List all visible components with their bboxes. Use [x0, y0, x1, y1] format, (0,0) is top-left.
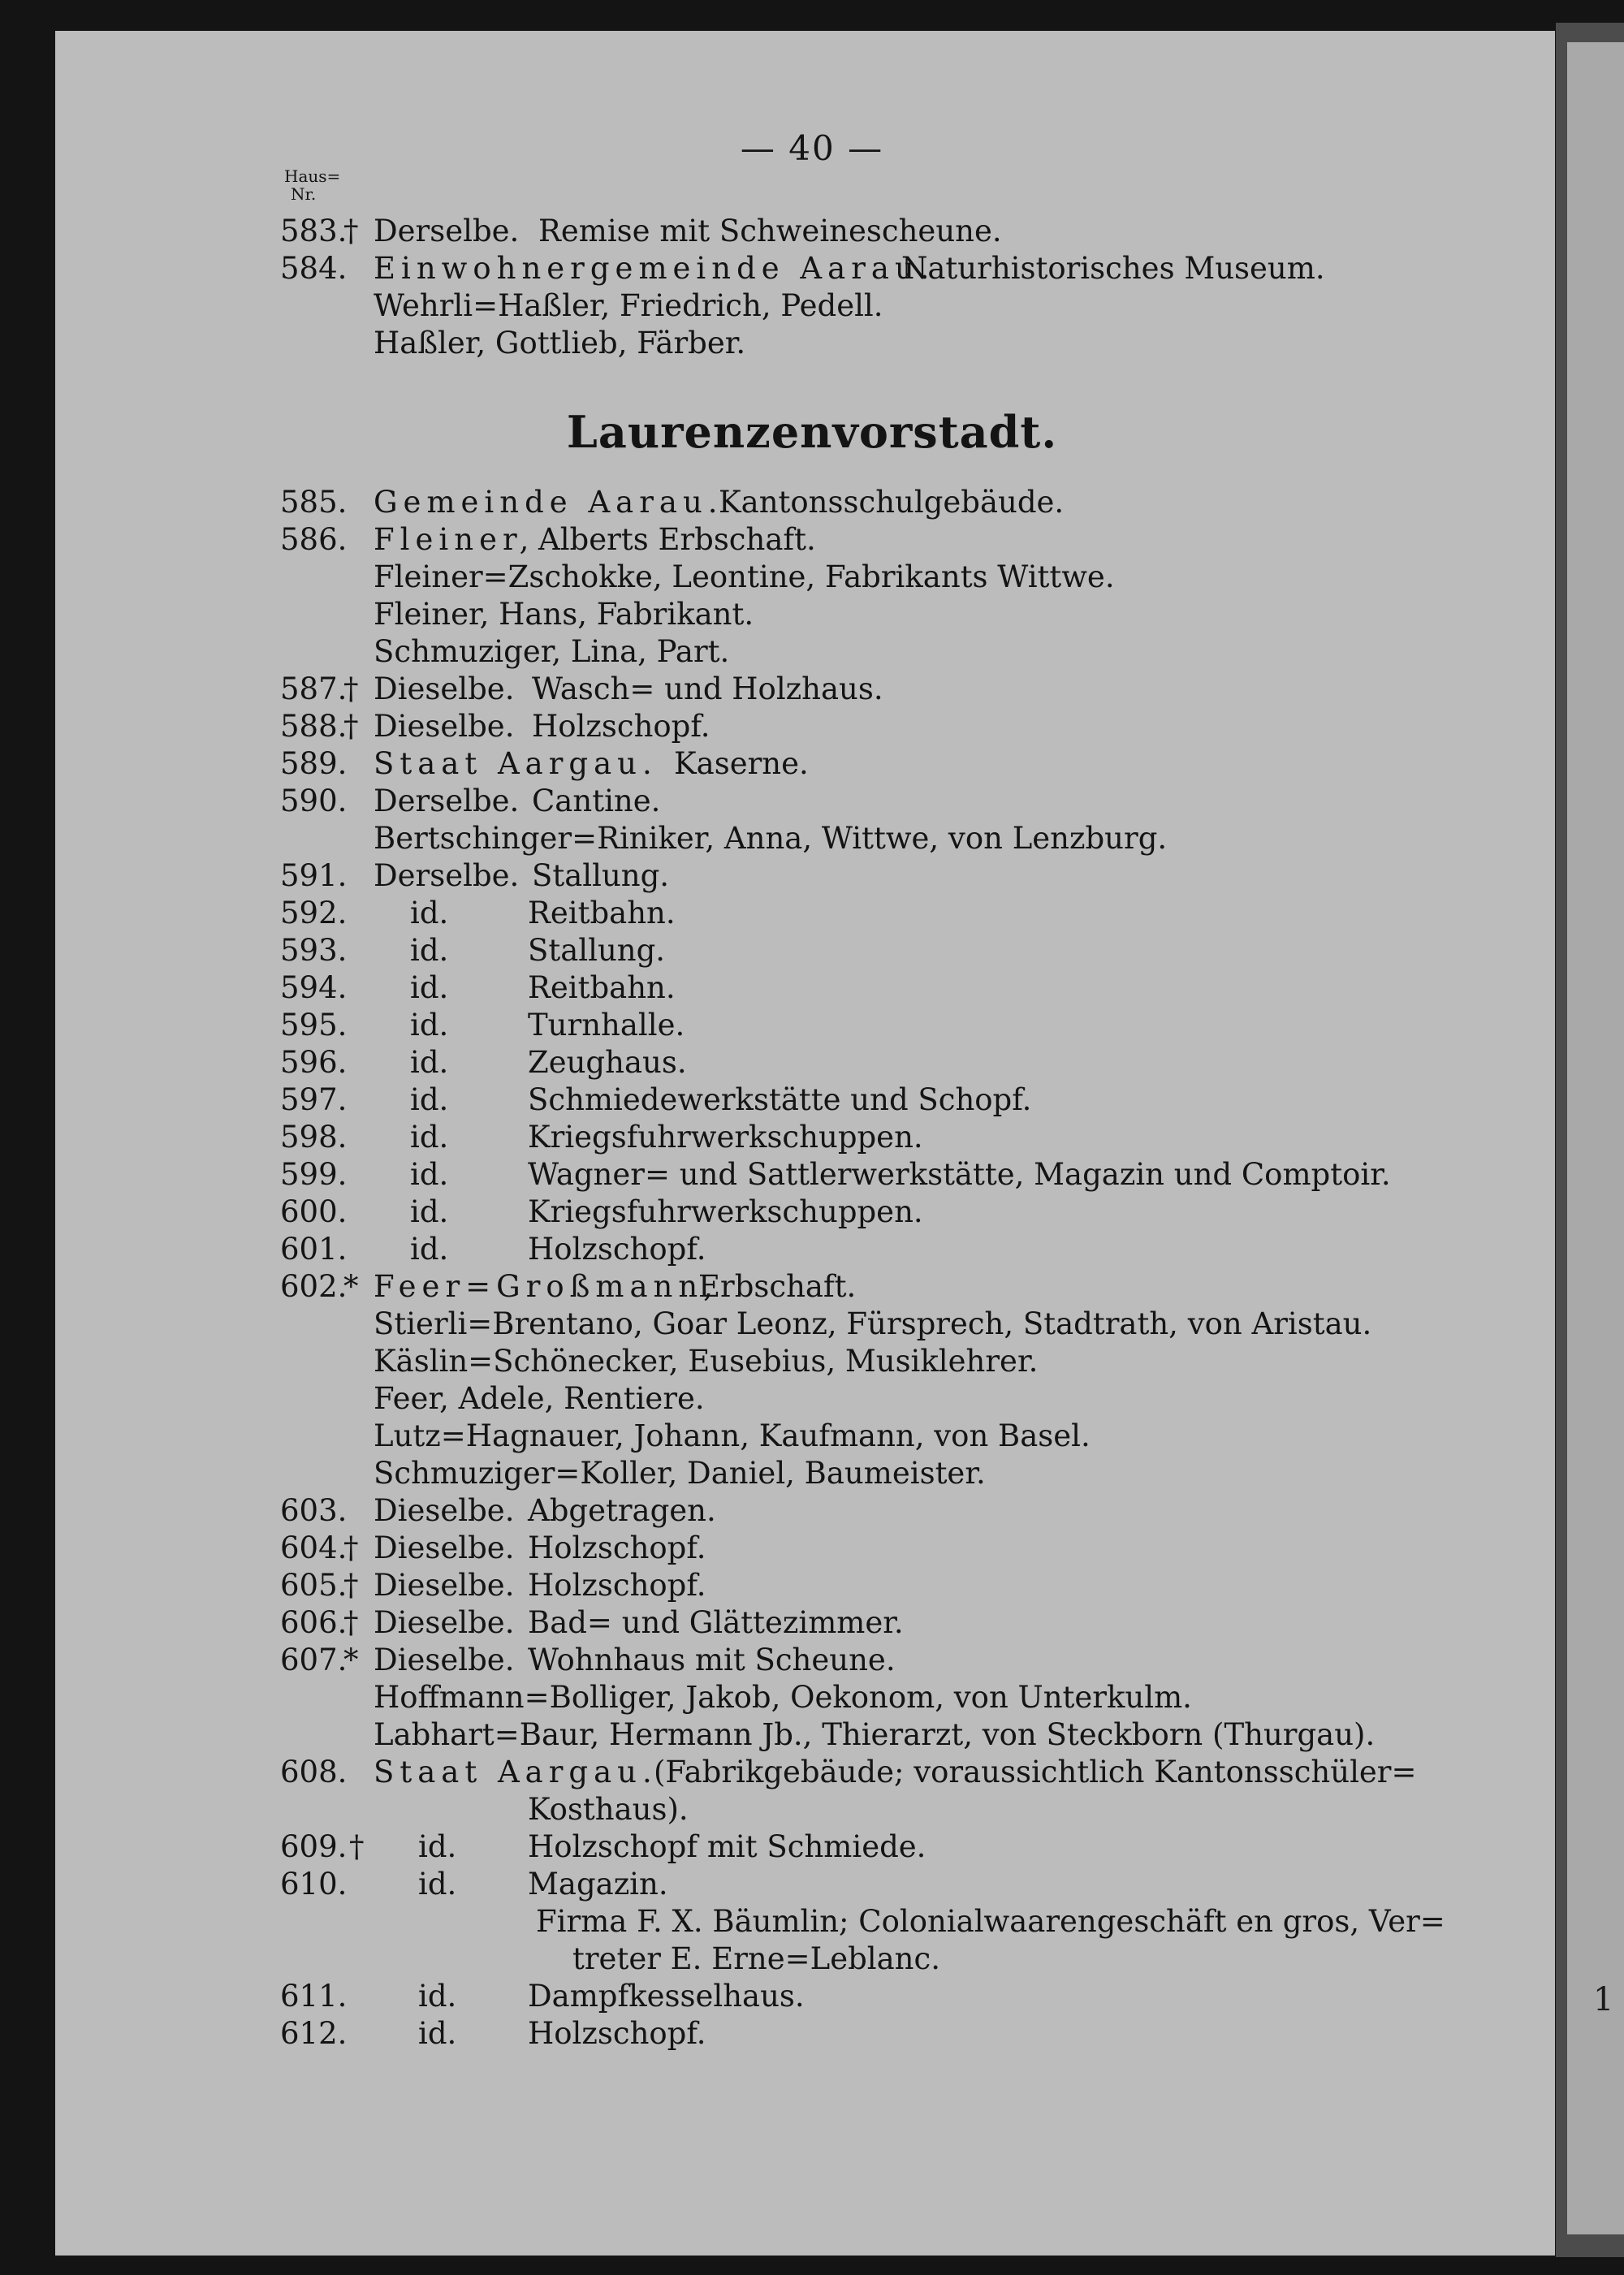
house-number: 597. — [280, 1082, 348, 1117]
house-number: 596. — [280, 1045, 348, 1080]
owner: id. — [418, 1979, 457, 2014]
owner: id. — [410, 1008, 449, 1043]
building: (Fabrikgebäude; voraussichtlich Kantonsschüler= — [654, 1755, 1417, 1789]
house-number: 592. — [280, 896, 348, 930]
resident-line: Hoffmann=Bolliger, Jakob, Oekonom, von Unterkulm. — [374, 1680, 1192, 1715]
column-header-line: Haus= — [284, 166, 341, 186]
page-number: — 40 — — [740, 128, 884, 168]
house-number: 610. — [280, 1867, 348, 1902]
building: Holzschopf mit Schmiede. — [528, 1829, 926, 1864]
house-number: 611. — [280, 1979, 348, 2014]
owner: Dieselbe. — [374, 671, 515, 706]
resident-line: Haßler, Gottlieb, Färber. — [374, 326, 746, 360]
house-number: 601. — [280, 1232, 348, 1267]
building: Reitbahn. — [528, 970, 676, 1005]
house-number: 603. — [280, 1493, 348, 1528]
owner: id. — [410, 1157, 449, 1192]
building: Holzschopf. — [528, 1232, 706, 1267]
house-number: 593. — [280, 933, 348, 968]
column-header-line: Nr. — [291, 184, 317, 204]
building: Stallung. — [528, 933, 666, 968]
entry-marker: † — [343, 214, 359, 248]
owner: Staat Aargau. — [374, 746, 658, 781]
house-number: 586. — [280, 522, 348, 557]
owner: Derselbe. — [374, 214, 520, 248]
house-number: 607. — [280, 1643, 348, 1677]
building: Stallung. — [532, 858, 670, 893]
building: Kaserne. — [674, 746, 809, 781]
building: Zeughaus. — [528, 1045, 687, 1080]
owner: Dieselbe. — [374, 1568, 515, 1603]
building: Reitbahn. — [528, 896, 676, 930]
building: Dampfkesselhaus. — [528, 1979, 805, 2014]
owner: Dieselbe. — [374, 1643, 515, 1677]
owner: id. — [418, 1867, 457, 1902]
resident-line: Feer, Adele, Rentiere. — [374, 1381, 705, 1416]
facing-page-edge — [1567, 42, 1624, 2234]
building: Magazin. — [528, 1867, 668, 1902]
resident-line: treter E. Erne=Leblanc. — [572, 1941, 940, 1976]
building: Kantonsschulgebäude. — [719, 485, 1065, 520]
owner: id. — [410, 1232, 449, 1267]
owner: id. — [410, 1194, 449, 1229]
house-number: 598. — [280, 1120, 348, 1155]
house-number: 584. — [280, 251, 348, 286]
house-number: 595. — [280, 1008, 348, 1043]
building: Holzschopf. — [528, 1530, 706, 1565]
owner: id. — [410, 1120, 449, 1155]
house-number: 612. — [280, 2016, 348, 2051]
building: Erbschaft. — [698, 1269, 857, 1304]
resident-line: Firma F. X. Bäumlin; Colonialwaarengeschäft en gros, Ver= — [536, 1904, 1445, 1939]
entry-marker: * — [343, 1269, 359, 1304]
resident-line: Fleiner, Hans, Fabrikant. — [374, 597, 754, 632]
owner: Staat Aargau. — [374, 1755, 658, 1789]
resident-line: Lutz=Hagnauer, Johann, Kaufmann, von Basel. — [374, 1418, 1091, 1453]
resident-line: Fleiner=Zschokke, Leontine, Fabrikants Wittwe. — [374, 559, 1115, 594]
entry-marker: † — [343, 709, 359, 744]
house-number: 609. — [280, 1829, 348, 1864]
owner: Dieselbe. — [374, 709, 515, 744]
entry-marker: † — [343, 1530, 359, 1565]
house-number: 606. — [280, 1605, 348, 1640]
owner: Derselbe. — [374, 784, 520, 818]
entry-marker: † — [343, 1605, 359, 1640]
entry-marker: † — [343, 1568, 359, 1603]
owner: Einwohnergemeinde Aarau. — [374, 251, 935, 286]
house-number: 600. — [280, 1194, 348, 1229]
house-number: 585. — [280, 485, 348, 520]
resident-line: Schmuziger, Lina, Part. — [374, 634, 730, 669]
building: Wohnhaus mit Scheune. — [528, 1643, 896, 1677]
house-number: 588. — [280, 709, 348, 744]
building: Bad= und Glättezimmer. — [528, 1605, 904, 1640]
owner: Fleiner, — [374, 522, 535, 557]
building: Wagner= und Sattlerwerkstätte, Magazin und Comptoir. — [528, 1157, 1391, 1192]
house-number: 605. — [280, 1568, 348, 1603]
house-number: 587. — [280, 671, 348, 706]
building: Abgetragen. — [528, 1493, 716, 1528]
building: Cantine. — [532, 784, 661, 818]
resident-line: Schmuziger=Koller, Daniel, Baumeister. — [374, 1456, 986, 1491]
house-number: 608. — [280, 1755, 348, 1789]
owner: Derselbe. — [374, 858, 520, 893]
building: Remise mit Schweinescheune. — [538, 214, 1002, 248]
owner: id. — [410, 933, 449, 968]
owner: id. — [410, 1045, 449, 1080]
building: Holzschopf. — [532, 709, 710, 744]
house-number: 589. — [280, 746, 348, 781]
entry-marker: † — [349, 1829, 365, 1864]
building: Schmiedewerkstätte und Schopf. — [528, 1082, 1032, 1117]
building: Alberts Erbschaft. — [538, 522, 816, 557]
building: Turnhalle. — [528, 1008, 685, 1043]
owner: Dieselbe. — [374, 1530, 515, 1565]
owner: Feer=Großmann, — [374, 1269, 719, 1304]
house-number: 591. — [280, 858, 348, 893]
owner: id. — [410, 1082, 449, 1117]
resident-line: Stierli=Brentano, Goar Leonz, Fürsprech, Stadtrath, von Aristau. — [374, 1306, 1372, 1341]
building: Holzschopf. — [528, 1568, 706, 1603]
house-number: 604. — [280, 1530, 348, 1565]
entry-marker: † — [343, 671, 359, 706]
building: Kriegsfuhrwerkschuppen. — [528, 1194, 923, 1229]
entry-marker: * — [343, 1643, 359, 1677]
building: Wasch= und Holzhaus. — [532, 671, 883, 706]
resident-line: Bertschinger=Riniker, Anna, Wittwe, von Lenzburg. — [374, 821, 1168, 856]
resident-line: Wehrli=Haßler, Friedrich, Pedell. — [374, 288, 883, 323]
facing-page-number: 1 — [1593, 1981, 1614, 2018]
house-number: 599. — [280, 1157, 348, 1192]
resident-line: Käslin=Schönecker, Eusebius, Musiklehrer. — [374, 1344, 1039, 1379]
owner: id. — [410, 970, 449, 1005]
house-number: 594. — [280, 970, 348, 1005]
resident-line: Labhart=Baur, Hermann Jb., Thierarzt, von Steckborn (Thurgau). — [374, 1717, 1376, 1752]
owner: id. — [410, 896, 449, 930]
owner: Dieselbe. — [374, 1493, 515, 1528]
owner: Dieselbe. — [374, 1605, 515, 1640]
owner: Gemeinde Aarau. — [374, 485, 723, 520]
building: Kriegsfuhrwerkschuppen. — [528, 1120, 923, 1155]
house-number: 583. — [280, 214, 348, 248]
column-header — [284, 167, 349, 203]
house-number: 602. — [280, 1269, 348, 1304]
building: Naturhistorisches Museum. — [901, 251, 1325, 286]
building-continuation: Kosthaus). — [528, 1792, 689, 1827]
building: Holzschopf. — [528, 2016, 706, 2051]
house-number: 590. — [280, 784, 348, 818]
owner: id. — [418, 2016, 457, 2051]
owner: id. — [418, 1829, 457, 1864]
section-heading: Laurenzenvorstadt. — [566, 406, 1058, 458]
